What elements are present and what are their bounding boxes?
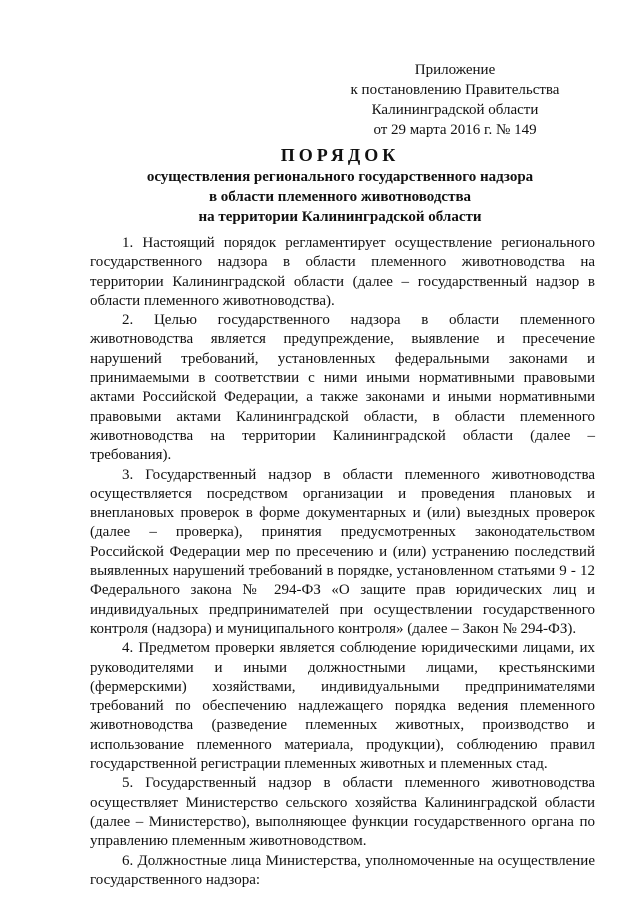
paragraph-5: 5. Государственный надзор в области племенного животноводства осуществляет Министерство сельского хозяйства Калининградской области (далее – Министерство), выполняющее функции государственного органа по управлению племенным животноводством.: [90, 775, 595, 850]
appendix-header: [330, 60, 580, 140]
appendix-line: Калининградской области: [371, 102, 539, 118]
title-subtitle-line: осуществления регионального государственного надзора: [146, 169, 534, 185]
document-title: [70, 143, 610, 227]
appendix-line: к постановлению Правительства: [350, 82, 560, 98]
paragraph-6: 6. Должностные лица Министерства, уполномоченные на осуществление государственного надзора:: [90, 852, 595, 888]
paragraph-3: 3. Государственный надзор в области племенного животноводства осуществляется посредством организации и проведения плановых и внеплановых проверок в форме документарных и (или) выездных проверок (далее – проверка), принятия предусмотренных законодательством Российской Федерации мер по пресечению и (или) устранению последствий выявленных нарушений требований в порядке, установленном статьями 9 - 12 Федерального закона № 294-ФЗ «О защите прав юридических лиц и индивидуальных предпринимателей при осуществлении государственного контроля (надзора) и муниципального контроля» (далее – Закон № 294-ФЗ).: [90, 466, 595, 637]
appendix-date-number: от 29 марта 2016 г. № 149: [373, 122, 537, 138]
title-subtitle-line: на территории Калининградской области: [198, 209, 482, 225]
paragraph-2: 2. Целью государственного надзора в области племенного животноводства является предупреждение, выявление и пресечение нарушений требований, установленных федеральными законами и принимаемыми в соответствии с ними иными нормативными правовыми актами Российской Федерации, а также законами и иными нормативными правовыми актами Калининградской области, в области племенного животноводства на территории Калининградской области (далее – требования).: [90, 312, 595, 464]
document-body: [90, 234, 595, 890]
title-main: ПОРЯДОК: [280, 145, 400, 165]
paragraph-4: 4. Предметом проверки является соблюдение юридическими лицами, их руководителями и иными должностными лицами, крестьянскими (фермерскими) хозяйствами, индивидуальными предпринимателями требований по обеспечению надлежащего порядка ведения племенного животноводства (разведение племенных животных, производство и использование племенного материала, продукции), соблюдению правил государственной регистрации племенных животных и племенных стад.: [90, 640, 595, 773]
paragraph-1: 1. Настоящий порядок регламентирует осуществление регионального государственного надзора в области племенного животноводства на территории Калининградской области (далее – государственный надзор в области племенного животноводства).: [90, 235, 595, 309]
appendix-line: Приложение: [414, 62, 496, 78]
title-subtitle-line: в области племенного животноводства: [208, 189, 472, 205]
